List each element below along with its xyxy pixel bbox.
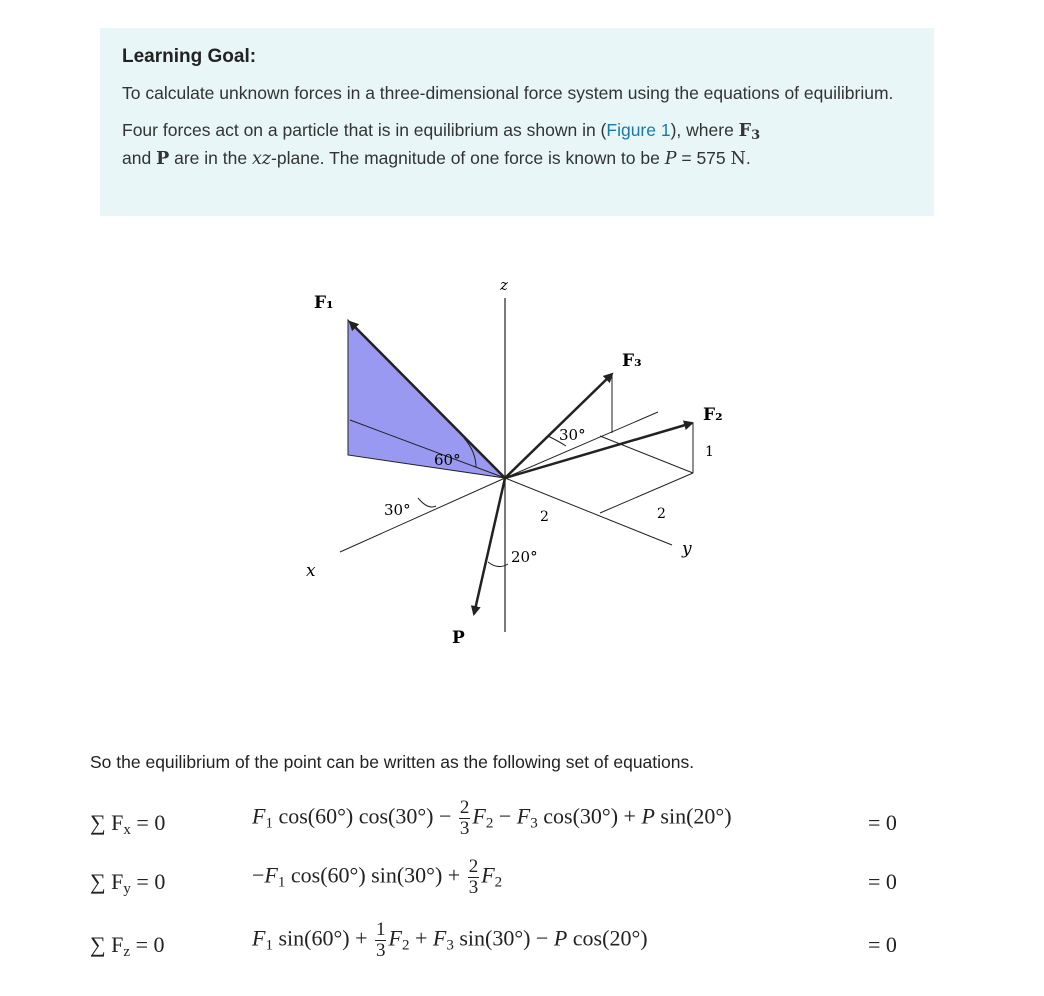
sum-fy-expression: −F1 cos(60°) sin(30°) + $\frac{2}{3}$ F2 [252,856,503,898]
label-f1: F₁ [314,293,334,313]
sum-fy-rhs: = 0 [868,869,897,894]
sum-fz-expression: F1 sin(60°) + $\frac{1}{3}$ F2 + F3 sin(30°) − P cos(20°) [252,919,648,961]
p-unit: N [730,149,746,169]
equations-intro: So the equilibrium of the point can be written as the following set of equations. [90,752,695,772]
equation-row-y [0,857,1044,917]
sum-fz-label: ∑ Fz = 0 [90,932,165,960]
label-dim-2b: 2 [657,506,666,522]
label-f3: F₃ [622,351,642,371]
label-z: z [500,276,508,294]
desc-text-1: Four forces act on a particle that is in equilibrium as shown in ( [122,120,607,140]
label-y: y [682,539,692,559]
fraction-1-3: $\frac{1}{3}$ [375,919,386,961]
label-angle-20: 20° [511,548,538,566]
p-symbol: P [156,149,170,169]
xz-plane-symbol: xz [251,149,272,169]
sum-fy-label: ∑ Fy = 0 [90,869,166,897]
period: . [745,148,751,168]
equation-row-z [0,920,1044,980]
force-diagram[interactable] [300,268,740,658]
label-dim-1: 1 [705,444,714,460]
label-angle-60: 60° [434,451,461,469]
sum-fx-label: ∑ Fx = 0 [90,810,166,838]
learning-goal-objective: To calculate unknown forces in a three-dimensional force system using the equations of equilibrium. [122,83,894,103]
label-x: x [306,561,316,581]
learning-goal-title: Learning Goal: [122,46,257,67]
p-variable: P [664,149,677,169]
fraction-2-3: $\frac{2}{3}$ [468,856,479,898]
sum-fx-rhs: = 0 [868,810,897,835]
p-value: = 575 [676,148,731,168]
reference-line [505,412,658,478]
sum-fz-rhs: = 0 [868,932,897,957]
f2-box-top [600,436,693,473]
label-dim-2a: 2 [540,509,549,525]
desc-text-4: -plane. The magnitude of one force is known to be [271,148,665,168]
and-text: and [122,148,157,168]
label-p: P [452,628,465,648]
learning-goal-box [100,28,934,216]
f2-box-base [600,473,693,513]
fraction-2-3: $\frac{2}{3}$ [459,797,470,839]
problem-description [122,119,912,171]
desc-text-2: ), where [670,120,739,140]
label-angle-30-x: 30° [384,501,411,519]
f3-symbol: $F_3$ [738,121,761,143]
y-axis [505,478,672,545]
label-angle-30-f3: 30° [559,426,586,444]
label-f2: F₂ [703,405,723,425]
x-axis [340,478,505,552]
desc-text-3: are in the [169,148,252,168]
p-arrow [474,478,505,614]
sum-fx-expression: F1 cos(60°) cos(30°) − $\frac{2}{3}$ F2 − F3 cos(30°) + P sin(20°) [252,797,732,839]
equation-row-x [0,798,1044,858]
figure-1-link[interactable]: Figure 1 [606,120,671,140]
angle-arc-30-x [418,498,436,507]
